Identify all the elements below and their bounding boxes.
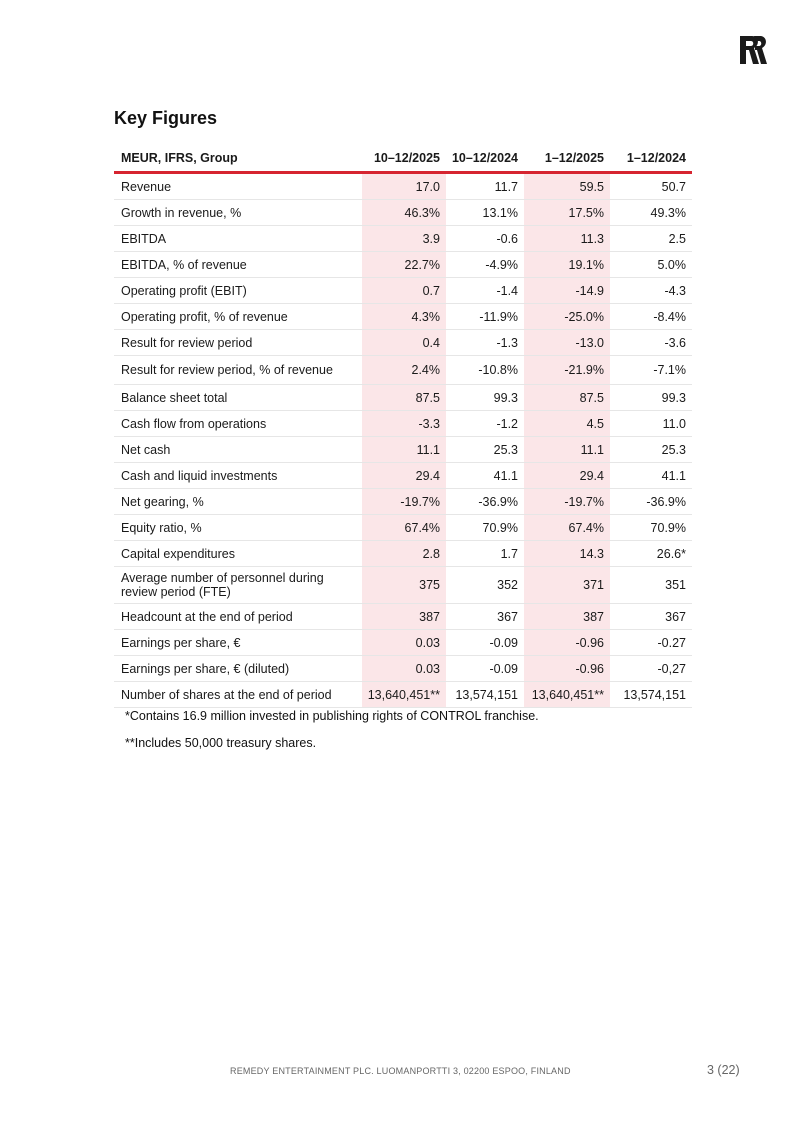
table-cell: 29.4 — [524, 463, 610, 489]
table-cell: 26.6* — [610, 541, 692, 567]
table-cell: 11.7 — [446, 173, 524, 200]
table-cell: 11.3 — [524, 226, 610, 252]
table-cell: 25.3 — [610, 437, 692, 463]
row-label: Revenue — [114, 173, 362, 200]
table-cell: 13,640,451** — [524, 682, 610, 708]
table-cell: 375 — [362, 567, 446, 604]
table-cell: 11.1 — [362, 437, 446, 463]
table-cell: 41.1 — [446, 463, 524, 489]
table-cell: 13,574,151 — [610, 682, 692, 708]
table-cell: -4.3 — [610, 278, 692, 304]
column-header: MEUR, IFRS, Group — [114, 145, 362, 173]
table-cell: 387 — [362, 604, 446, 630]
page-footer: REMEDY ENTERTAINMENT PLC. LUOMANPORTTI 3, 02200 ESPOO, FINLAND — [230, 1066, 571, 1076]
table-cell: 11.1 — [524, 437, 610, 463]
table-row — [114, 278, 692, 304]
table-row — [114, 411, 692, 437]
table-cell: -0.09 — [446, 630, 524, 656]
row-label: Result for review period, % of revenue — [114, 356, 362, 385]
table-row — [114, 252, 692, 278]
table-cell: -11.9% — [446, 304, 524, 330]
row-label: EBITDA, % of revenue — [114, 252, 362, 278]
table-cell: 1.7 — [446, 541, 524, 567]
table-cell: -8.4% — [610, 304, 692, 330]
table-cell: -1.3 — [446, 330, 524, 356]
table-row — [114, 385, 692, 411]
table-header-row — [114, 145, 692, 173]
table-cell: 99.3 — [610, 385, 692, 411]
table-cell: 46.3% — [362, 200, 446, 226]
table-cell: 351 — [610, 567, 692, 604]
table-row — [114, 489, 692, 515]
table-cell: 371 — [524, 567, 610, 604]
row-label: Cash and liquid investments — [114, 463, 362, 489]
table-cell: 99.3 — [446, 385, 524, 411]
table-cell: 25.3 — [446, 437, 524, 463]
row-label: Result for review period — [114, 330, 362, 356]
table-cell: 50.7 — [610, 173, 692, 200]
table-cell: 387 — [524, 604, 610, 630]
table-cell: -0,27 — [610, 656, 692, 682]
table-cell: -1.4 — [446, 278, 524, 304]
table-cell: 2.4% — [362, 356, 446, 385]
table-cell: -0.96 — [524, 630, 610, 656]
table-cell: -3.6 — [610, 330, 692, 356]
row-label: Earnings per share, € (diluted) — [114, 656, 362, 682]
table-row — [114, 304, 692, 330]
table-cell: 22.7% — [362, 252, 446, 278]
table-cell: -36.9% — [446, 489, 524, 515]
table-cell: 17.5% — [524, 200, 610, 226]
table-cell: -1.2 — [446, 411, 524, 437]
table-row — [114, 226, 692, 252]
table-cell: -19.7% — [524, 489, 610, 515]
table-cell: -36.9% — [610, 489, 692, 515]
row-label: Net cash — [114, 437, 362, 463]
row-label: Operating profit, % of revenue — [114, 304, 362, 330]
page-number: 3 (22) — [707, 1063, 740, 1077]
table-cell: 11.0 — [610, 411, 692, 437]
table-cell: 367 — [446, 604, 524, 630]
row-label: Growth in revenue, % — [114, 200, 362, 226]
row-label: Net gearing, % — [114, 489, 362, 515]
table-cell: -13.0 — [524, 330, 610, 356]
table-cell: -14.9 — [524, 278, 610, 304]
table-cell: 352 — [446, 567, 524, 604]
table-cell: -0.27 — [610, 630, 692, 656]
row-label: Number of shares at the end of period — [114, 682, 362, 708]
table-cell: 17.0 — [362, 173, 446, 200]
table-cell: -25.0% — [524, 304, 610, 330]
row-label: EBITDA — [114, 226, 362, 252]
table-cell: -7.1% — [610, 356, 692, 385]
row-label: Operating profit (EBIT) — [114, 278, 362, 304]
row-label: Cash flow from operations — [114, 411, 362, 437]
footnote: **Includes 50,000 treasury shares. — [125, 736, 317, 750]
table-cell: 0.03 — [362, 656, 446, 682]
table-cell: 59.5 — [524, 173, 610, 200]
table-cell: 87.5 — [362, 385, 446, 411]
table-cell: 5.0% — [610, 252, 692, 278]
table-cell: 0.03 — [362, 630, 446, 656]
table-cell: 367 — [610, 604, 692, 630]
table-cell: 70.9% — [446, 515, 524, 541]
table-row — [114, 173, 692, 200]
table-row — [114, 604, 692, 630]
table-cell: 4.5 — [524, 411, 610, 437]
table-cell: -0.6 — [446, 226, 524, 252]
table-cell: 3.9 — [362, 226, 446, 252]
table-cell: -0.09 — [446, 656, 524, 682]
table-cell: 13.1% — [446, 200, 524, 226]
table-cell: 70.9% — [610, 515, 692, 541]
table-cell: -21.9% — [524, 356, 610, 385]
table-cell: 67.4% — [362, 515, 446, 541]
table-cell: 67.4% — [524, 515, 610, 541]
table-cell: 13,574,151 — [446, 682, 524, 708]
table-cell: 19.1% — [524, 252, 610, 278]
table-cell: 2.8 — [362, 541, 446, 567]
column-header: 10–12/2024 — [446, 145, 524, 173]
table-cell: -3.3 — [362, 411, 446, 437]
table-cell: 49.3% — [610, 200, 692, 226]
table-cell: 2.5 — [610, 226, 692, 252]
table-row — [114, 437, 692, 463]
table-cell: -0.96 — [524, 656, 610, 682]
table-row — [114, 515, 692, 541]
row-label: Headcount at the end of period — [114, 604, 362, 630]
table-row — [114, 567, 692, 604]
table-row — [114, 463, 692, 489]
table-cell: 14.3 — [524, 541, 610, 567]
table-cell: 13,640,451** — [362, 682, 446, 708]
footnote: *Contains 16.9 million invested in publishing rights of CONTROL franchise. — [125, 709, 539, 723]
row-label: Balance sheet total — [114, 385, 362, 411]
table-cell: -19.7% — [362, 489, 446, 515]
page-title: Key Figures — [114, 108, 218, 128]
row-label: Average number of personnel during review period (FTE) — [114, 567, 362, 604]
column-header: 1–12/2024 — [610, 145, 692, 173]
row-label: Equity ratio, % — [114, 515, 362, 541]
table-row — [114, 630, 692, 656]
table-cell: 87.5 — [524, 385, 610, 411]
table-cell: 0.4 — [362, 330, 446, 356]
table-row — [114, 682, 692, 708]
table-cell: 41.1 — [610, 463, 692, 489]
table-row — [114, 356, 692, 385]
table-row — [114, 330, 692, 356]
table-cell: 4.3% — [362, 304, 446, 330]
column-header: 1–12/2025 — [524, 145, 610, 173]
table-cell: -10.8% — [446, 356, 524, 385]
row-label: Capital expenditures — [114, 541, 362, 567]
table-cell: 0.7 — [362, 278, 446, 304]
table-cell: -4.9% — [446, 252, 524, 278]
row-label: Earnings per share, € — [114, 630, 362, 656]
table-row — [114, 200, 692, 226]
table-row — [114, 656, 692, 682]
column-header: 10–12/2025 — [362, 145, 446, 173]
key-figures-table — [114, 145, 692, 708]
remedy-logo-icon — [739, 35, 769, 65]
table-cell: 29.4 — [362, 463, 446, 489]
table-row — [114, 541, 692, 567]
